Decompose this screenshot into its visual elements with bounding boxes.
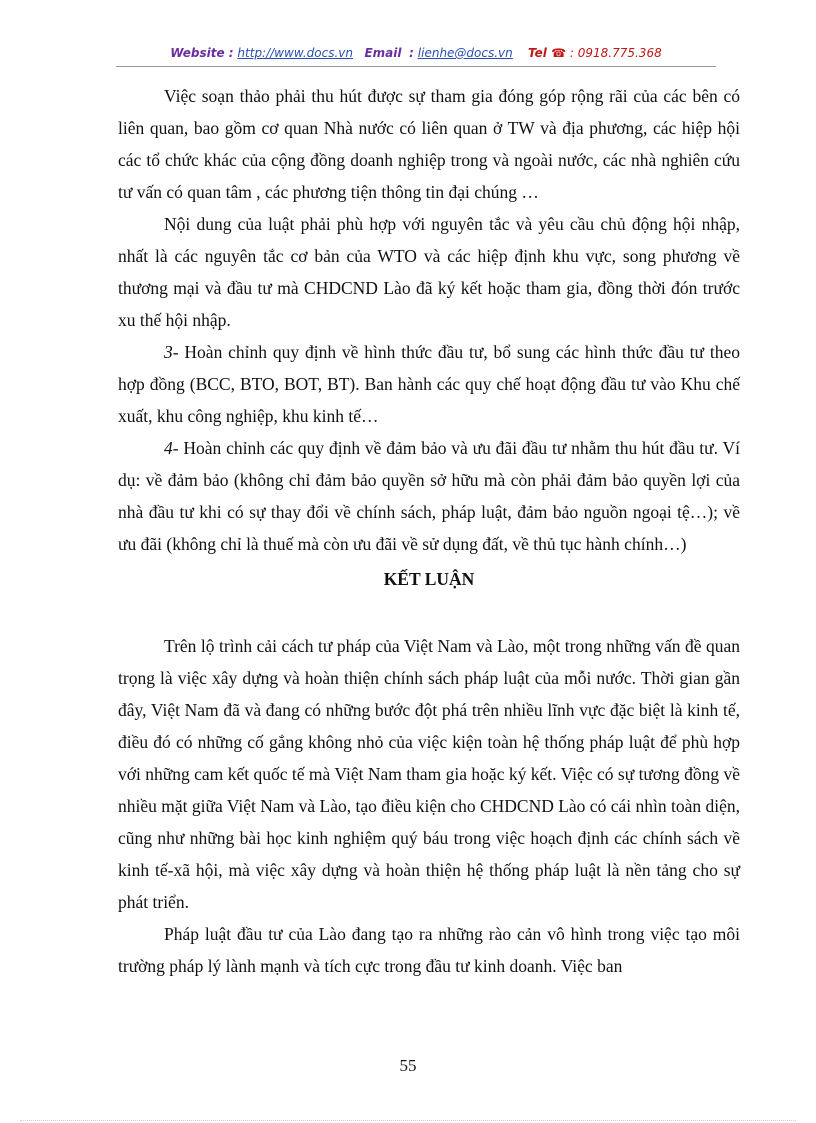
phone-label: Tel ☎: [528, 46, 567, 60]
page-number: 55: [399, 1056, 417, 1075]
item-text-4: Hoàn chỉnh các quy định về đảm bảo và ưu đãi đầu tư nhằm thu hút đầu tư. Ví dụ: về đảm bảo (không chỉ đảm bảo quyền sở hữu mà còn phải đảm bảo quyền lợi của nhà đầu tư khi có sự thay đổi về chính sách, pháp luật, đảm bảo nguồn ngoại tệ…); về ưu đãi (không chỉ là thuế mà còn ưu đãi về sử dụng đất, về thủ tục hành chính…): [118, 438, 740, 554]
phone-number: : 0918.775.368: [569, 46, 662, 60]
email-label: Email: [364, 46, 402, 60]
section-heading-conclusion: KẾT LUẬN: [383, 569, 475, 589]
paragraph-drafting: Việc soạn thảo phải thu hút được sự tham gia đóng góp rộng rãi của các bên có liên quan, bao gồm cơ quan Nhà nước có liên quan ở TW và địa phương, các hiệp hội các tổ chức khác của cộng đồng doanh nghiệp trong và ngoài nước, các nhà nghiên cứu tư vấn có quan tâm , các phương tiện thông tin đại chúng …: [118, 86, 740, 202]
paragraph-item-3: [118, 336, 740, 432]
document-body: [118, 80, 740, 982]
item-text-3: Hoàn chỉnh quy định về hình thức đầu tư, bổ sung các hình thức đầu tư theo hợp đồng (BCC, BTO, BOT, BT). Ban hành các quy chế hoạt động đầu tư vào Khu chế xuất, khu công nghiệp, khu kinh tế…: [118, 342, 740, 426]
paragraph-item-4: [118, 432, 740, 560]
email-link[interactable]: lienhe@docs.vn: [417, 46, 513, 60]
paragraph-conclusion-2: Pháp luật đầu tư của Lào đang tạo ra những rào cản vô hình trong việc tạo môi trường pháp lý lành mạnh và tích cực trong đầu tư kinh doanh. Việc ban: [118, 924, 740, 976]
paragraph-conclusion-1: Trên lộ trình cải cách tư pháp của Việt Nam và Lào, một trong những vấn đề quan trọng là việc xây dựng và hoàn thiện chính sách pháp luật của mỗi nước. Thời gian gần đây, Việt Nam đã và đang có những bước đột phá trên nhiều lĩnh vực đặc biệt là kinh tế, điều đó có những cố gắng không nhỏ của việc kiện toàn hệ thống pháp luật để phù hợp với những cam kết quốc tế mà Việt Nam tham gia hoặc ký kết. Việc có sự tương đồng về nhiều mặt giữa Việt Nam và Lào, tạo điều kiện cho CHDCND Lào có cái nhìn toàn diện, cũng như những bài học kinh nghiệm quý báu trong việc hoạch định các chính sách về kinh tế-xã hội, mà việc xây dựng và hoàn thiện hệ thống pháp luật là nền tảng cho sự phát triển.: [118, 636, 740, 912]
website-label: Website :: [170, 46, 234, 60]
item-number-3: 3-: [164, 342, 179, 362]
page-bottom-border: [20, 1120, 796, 1121]
website-link[interactable]: http://www.docs.vn: [237, 46, 354, 60]
email-separator: :: [409, 46, 414, 60]
item-number-4: 4-: [164, 438, 179, 458]
header-divider: [116, 66, 716, 67]
page-header: [116, 46, 716, 66]
paragraph-law-content: Nội dung của luật phải phù hợp với nguyên tắc và yêu cầu chủ động hội nhập, nhất là các nguyên tắc cơ bản của WTO và các hiệp định khu vực, song phương về thương mại và đầu tư mà CHDCND Lào đã ký kết hoặc tham gia, đồng thời đón trước xu thế hội nhập.: [118, 214, 740, 330]
